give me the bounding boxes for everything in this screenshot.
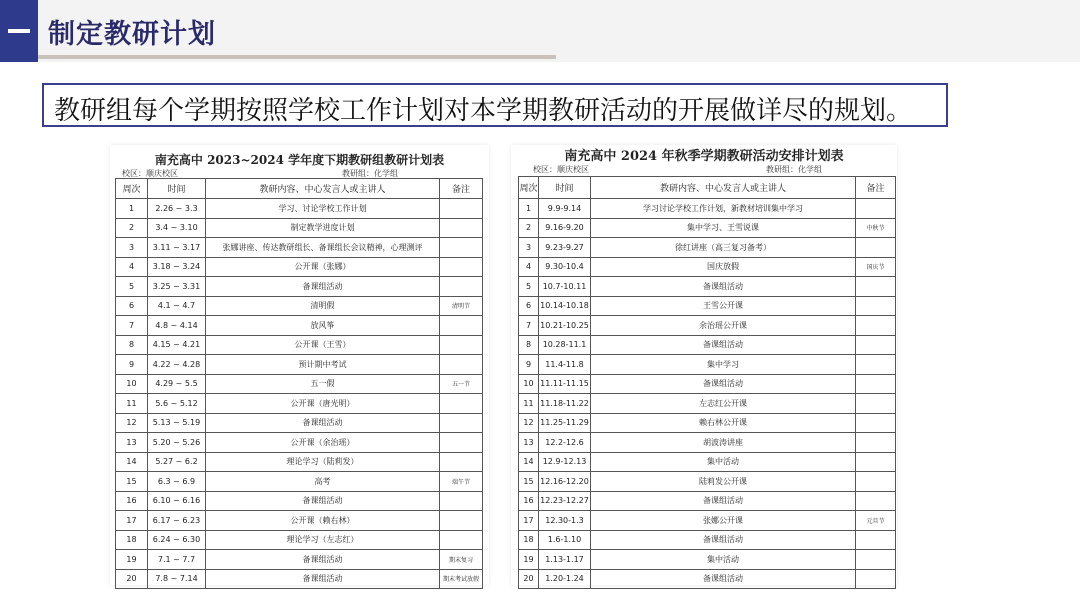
- remark-cell: [440, 355, 483, 375]
- week-cell: 16: [116, 491, 148, 511]
- time-cell: 10.21-10.25: [539, 316, 591, 336]
- remark-cell: [440, 433, 483, 453]
- time-cell: 6.24 ~ 6.30: [148, 530, 206, 550]
- week-cell: 3: [116, 238, 148, 258]
- time-cell: 3.4 ~ 3.10: [148, 218, 206, 238]
- time-cell: 12.16-12.20: [539, 472, 591, 492]
- week-cell: 4: [519, 257, 539, 277]
- header-cell-remark: 备注: [440, 179, 483, 199]
- content-cell: 高考: [206, 472, 440, 492]
- time-cell: 4.15 ~ 4.21: [148, 335, 206, 355]
- remark-cell: 国庆节: [856, 257, 896, 277]
- remark-cell: 中秋节: [856, 218, 896, 238]
- content-cell: 备课组活动: [591, 277, 856, 297]
- remark-cell: [856, 550, 896, 570]
- table-row: [116, 218, 483, 238]
- week-cell: 15: [116, 472, 148, 492]
- header-cell-content: 教研内容、中心发言人或主讲人: [591, 177, 856, 199]
- remark-cell: [440, 530, 483, 550]
- time-cell: 3.25 ~ 3.31: [148, 277, 206, 297]
- week-cell: 2: [519, 218, 539, 238]
- remark-cell: 端午节: [440, 472, 483, 492]
- section-marker: [0, 0, 38, 62]
- time-cell: 11.4-11.8: [539, 355, 591, 375]
- remark-cell: [856, 238, 896, 258]
- week-cell: 2: [116, 218, 148, 238]
- time-cell: 10.28-11.1: [539, 335, 591, 355]
- time-cell: 11.18-11.22: [539, 394, 591, 414]
- header-cell-time: 时间: [148, 179, 206, 199]
- table-row: [116, 472, 483, 492]
- table-row: [116, 433, 483, 453]
- table-row: [116, 374, 483, 394]
- content-cell: 公开课（赖右林）: [206, 511, 440, 531]
- time-cell: 1.20-1.24: [539, 569, 591, 589]
- intro-box: [42, 83, 948, 127]
- time-cell: 12.2-12.6: [539, 433, 591, 453]
- left-schedule-document: [110, 145, 489, 585]
- time-cell: 6.17 ~ 6.23: [148, 511, 206, 531]
- remark-cell: [856, 316, 896, 336]
- table-row: [519, 335, 896, 355]
- table-row: [116, 511, 483, 531]
- week-cell: 20: [519, 569, 539, 589]
- table-header-row: [116, 179, 483, 199]
- time-cell: 1.6-1.10: [539, 530, 591, 550]
- week-cell: 5: [116, 277, 148, 297]
- remark-cell: [856, 530, 896, 550]
- header-cell-time: 时间: [539, 177, 591, 199]
- left-doc-title: 南充高中 2023~2024 学年度下期教研组教研计划表: [154, 153, 445, 167]
- header-cell-content: 教研内容、中心发言人或主讲人: [206, 179, 440, 199]
- content-cell: 集中活动: [591, 452, 856, 472]
- week-cell: 9: [519, 355, 539, 375]
- content-cell: 备课组活动: [206, 413, 440, 433]
- content-cell: 制定教学进度计划: [206, 218, 440, 238]
- week-cell: 20: [116, 569, 148, 589]
- time-cell: 4.1 ~ 4.7: [148, 296, 206, 316]
- table-row: [519, 394, 896, 414]
- week-cell: 12: [519, 413, 539, 433]
- content-cell: 备课组活动: [206, 277, 440, 297]
- week-cell: 15: [519, 472, 539, 492]
- table-row: [519, 277, 896, 297]
- week-cell: 14: [519, 452, 539, 472]
- time-cell: 3.18 ~ 3.24: [148, 257, 206, 277]
- remark-cell: 期末复习: [440, 550, 483, 570]
- time-cell: 1.13-1.17: [539, 550, 591, 570]
- time-cell: 11.25-11.29: [539, 413, 591, 433]
- week-cell: 16: [519, 491, 539, 511]
- week-cell: 3: [519, 238, 539, 258]
- remark-cell: [856, 199, 896, 219]
- remark-cell: [440, 491, 483, 511]
- table-row: [116, 452, 483, 472]
- title-underline: [38, 55, 556, 59]
- right-schedule-document: [511, 145, 897, 585]
- table-row: [116, 257, 483, 277]
- week-cell: 19: [519, 550, 539, 570]
- week-cell: 5: [519, 277, 539, 297]
- week-cell: 11: [116, 394, 148, 414]
- remark-cell: [856, 413, 896, 433]
- week-cell: 6: [116, 296, 148, 316]
- remark-cell: [856, 394, 896, 414]
- table-row: [519, 452, 896, 472]
- content-cell: 集中学习、王雪说课: [591, 218, 856, 238]
- table-row: [116, 569, 483, 589]
- table-row: [519, 257, 896, 277]
- header-cell-week: 周次: [519, 177, 539, 199]
- content-cell: 胡波涛讲座: [591, 433, 856, 453]
- content-cell: 理论学习（左志红）: [206, 530, 440, 550]
- table-row: [519, 374, 896, 394]
- week-cell: 18: [519, 530, 539, 550]
- remark-cell: [440, 394, 483, 414]
- week-cell: 13: [116, 433, 148, 453]
- week-cell: 6: [519, 296, 539, 316]
- week-cell: 17: [519, 511, 539, 531]
- remark-cell: 五一节: [440, 374, 483, 394]
- week-cell: 1: [519, 199, 539, 219]
- time-cell: 9.23-9.27: [539, 238, 591, 258]
- remark-cell: [440, 335, 483, 355]
- remark-cell: [856, 452, 896, 472]
- content-cell: 左志红公开课: [591, 394, 856, 414]
- content-cell: 公开课（王雪）: [206, 335, 440, 355]
- week-cell: 7: [116, 316, 148, 336]
- week-cell: 8: [519, 335, 539, 355]
- table-row: [116, 277, 483, 297]
- content-cell: 理论学习（陆莉发）: [206, 452, 440, 472]
- week-cell: 17: [116, 511, 148, 531]
- content-cell: 集中活动: [591, 550, 856, 570]
- content-cell: 备课组活动: [206, 550, 440, 570]
- remark-cell: [440, 316, 483, 336]
- remark-cell: [856, 277, 896, 297]
- remark-cell: [440, 511, 483, 531]
- remark-cell: [856, 472, 896, 492]
- dash-icon: [8, 29, 30, 33]
- table-row: [519, 316, 896, 336]
- week-cell: 13: [519, 433, 539, 453]
- time-cell: 12.23-12.27: [539, 491, 591, 511]
- content-cell: 备课组活动: [591, 530, 856, 550]
- content-cell: 清明假: [206, 296, 440, 316]
- week-cell: 10: [519, 374, 539, 394]
- remark-cell: [440, 277, 483, 297]
- table-row: [519, 238, 896, 258]
- content-cell: 余治瑶公开课: [591, 316, 856, 336]
- table-row: [116, 355, 483, 375]
- content-cell: 备课组活动: [591, 374, 856, 394]
- table-row: [116, 296, 483, 316]
- time-cell: 12.9-12.13: [539, 452, 591, 472]
- content-cell: 陆莉发公开课: [591, 472, 856, 492]
- time-cell: 5.20 ~ 5.26: [148, 433, 206, 453]
- table-row: [519, 472, 896, 492]
- week-cell: 1: [116, 199, 148, 219]
- remark-cell: 清明节: [440, 296, 483, 316]
- content-cell: 预计期中考试: [206, 355, 440, 375]
- left-doc-campus: 校区：顺庆校区: [122, 169, 178, 178]
- week-cell: 9: [116, 355, 148, 375]
- content-cell: 国庆放假: [591, 257, 856, 277]
- table-row: [519, 296, 896, 316]
- content-cell: 徐红讲座（高三复习备考）: [591, 238, 856, 258]
- content-cell: 五一假: [206, 374, 440, 394]
- week-cell: 10: [116, 374, 148, 394]
- table-row: [116, 413, 483, 433]
- table-row: [116, 491, 483, 511]
- content-cell: 放风筝: [206, 316, 440, 336]
- content-cell: 张娜公开课: [591, 511, 856, 531]
- time-cell: 5.6 ~ 5.12: [148, 394, 206, 414]
- remark-cell: [856, 296, 896, 316]
- remark-cell: [440, 257, 483, 277]
- table-row: [519, 550, 896, 570]
- right-doc-title: 南充高中 2024 年秋季学期教研活动安排计划表: [564, 149, 844, 164]
- table-row: [519, 413, 896, 433]
- content-cell: 备课组活动: [591, 569, 856, 589]
- remark-cell: [440, 452, 483, 472]
- intro-text: 教研组每个学期按照学校工作计划对本学期教研活动的开展做详尽的规划。: [54, 96, 913, 126]
- left-schedule-table: [115, 178, 483, 589]
- time-cell: 10.14-10.18: [539, 296, 591, 316]
- week-cell: 11: [519, 394, 539, 414]
- content-cell: 张娜讲座、传达教研组长、备课组长会议精神，心理测评: [206, 238, 440, 258]
- time-cell: 9.30-10.4: [539, 257, 591, 277]
- right-doc-group: 教研组：化学组: [766, 165, 822, 174]
- table-row: [519, 355, 896, 375]
- table-row: [116, 335, 483, 355]
- week-cell: 18: [116, 530, 148, 550]
- week-cell: 14: [116, 452, 148, 472]
- time-cell: 4.22 ~ 4.28: [148, 355, 206, 375]
- content-cell: 王雪公开课: [591, 296, 856, 316]
- table-row: [519, 511, 896, 531]
- table-row: [116, 199, 483, 219]
- time-cell: 7.8 ~ 7.14: [148, 569, 206, 589]
- time-cell: 5.27 ~ 6.2: [148, 452, 206, 472]
- time-cell: 10.7-10.11: [539, 277, 591, 297]
- time-cell: 7.1 ~ 7.7: [148, 550, 206, 570]
- remark-cell: 元旦节: [856, 511, 896, 531]
- remark-cell: 期末考试放假: [440, 569, 483, 589]
- time-cell: 4.29 ~ 5.5: [148, 374, 206, 394]
- content-cell: 赖右林公开课: [591, 413, 856, 433]
- table-row: [116, 316, 483, 336]
- remark-cell: [440, 199, 483, 219]
- table-row: [519, 491, 896, 511]
- table-row: [519, 433, 896, 453]
- content-cell: 学习、讨论学校工作计划: [206, 199, 440, 219]
- table-row: [519, 530, 896, 550]
- content-cell: 备课组活动: [206, 569, 440, 589]
- content-cell: 公开课（唐光明）: [206, 394, 440, 414]
- time-cell: 6.3 ~ 6.9: [148, 472, 206, 492]
- table-row: [519, 199, 896, 219]
- week-cell: 4: [116, 257, 148, 277]
- week-cell: 12: [116, 413, 148, 433]
- remark-cell: [856, 569, 896, 589]
- table-row: [519, 569, 896, 589]
- remark-cell: [856, 433, 896, 453]
- header-cell-week: 周次: [116, 179, 148, 199]
- header-cell-remark: 备注: [856, 177, 896, 199]
- time-cell: 5.13 ~ 5.19: [148, 413, 206, 433]
- content-cell: 集中学习: [591, 355, 856, 375]
- time-cell: 11.11-11.15: [539, 374, 591, 394]
- time-cell: 3.11 ~ 3.17: [148, 238, 206, 258]
- right-doc-campus: 校区：顺庆校区: [533, 165, 589, 174]
- right-schedule-table: [518, 176, 896, 589]
- time-cell: 9.9-9.14: [539, 199, 591, 219]
- time-cell: 6.10 ~ 6.16: [148, 491, 206, 511]
- remark-cell: [856, 355, 896, 375]
- week-cell: 7: [519, 316, 539, 336]
- table-header-row: [519, 177, 896, 199]
- left-doc-group: 教研组：化学组: [342, 169, 398, 178]
- time-cell: 4.8 ~ 4.14: [148, 316, 206, 336]
- remark-cell: [440, 238, 483, 258]
- content-cell: 公开课（张娜）: [206, 257, 440, 277]
- time-cell: 9.16-9.20: [539, 218, 591, 238]
- week-cell: 19: [116, 550, 148, 570]
- content-cell: 备课组活动: [206, 491, 440, 511]
- remark-cell: [856, 374, 896, 394]
- content-cell: 备课组活动: [591, 491, 856, 511]
- table-row: [116, 238, 483, 258]
- remark-cell: [856, 335, 896, 355]
- time-cell: 2.26 ~ 3.3: [148, 199, 206, 219]
- time-cell: 12.30-1.3: [539, 511, 591, 531]
- remark-cell: [440, 413, 483, 433]
- week-cell: 8: [116, 335, 148, 355]
- table-row: [116, 530, 483, 550]
- content-cell: 备课组活动: [591, 335, 856, 355]
- section-title: 制定教研计划: [48, 19, 216, 50]
- table-row: [116, 550, 483, 570]
- content-cell: 学习讨论学校工作计划，新教材培训集中学习: [591, 199, 856, 219]
- remark-cell: [440, 218, 483, 238]
- remark-cell: [856, 491, 896, 511]
- table-row: [116, 394, 483, 414]
- table-row: [519, 218, 896, 238]
- content-cell: 公开课（余治瑶）: [206, 433, 440, 453]
